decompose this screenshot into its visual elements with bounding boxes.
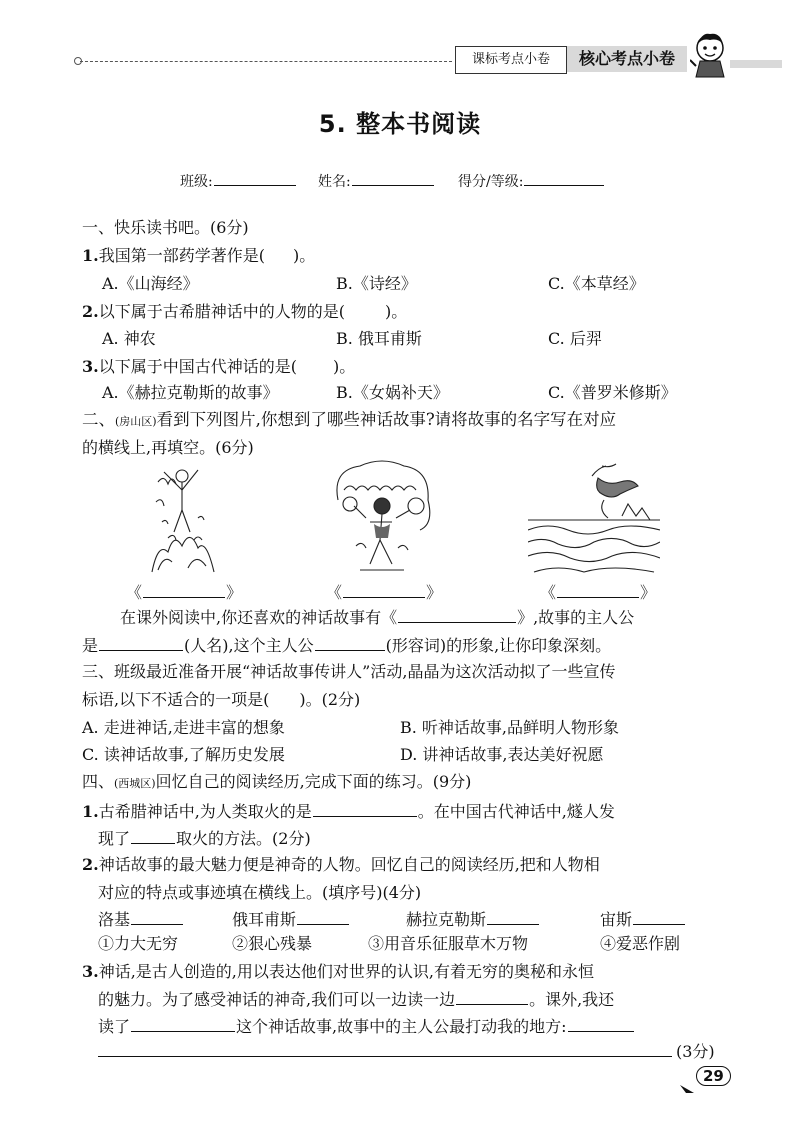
page-title: 5. 整本书阅读 xyxy=(318,110,482,138)
sec3-opt-d: D. 讲神话故事,表达美好祝愿 xyxy=(400,745,604,764)
trait-1: ①力大无穷 xyxy=(98,934,179,953)
page-corner-icon xyxy=(680,1078,694,1086)
sec4-q2-line1: 2.神话故事的最大魅力便是神奇的人物。回忆自己的阅读经历,把和人物相 xyxy=(82,855,600,874)
trait-4: ④爱恶作剧 xyxy=(600,934,681,953)
sec4-q3-line3: 读了 这个神话故事,故事中的主人公最打动我的地方: xyxy=(98,1014,635,1039)
sec4-heading: 四、(西城区)回忆自己的阅读经历,完成下面的练习。(9分) xyxy=(82,772,472,791)
header-right-tag: 核心考点小卷 xyxy=(567,46,687,72)
sec2-heading-line2: 的横线上,再填空。(6分) xyxy=(82,438,254,457)
sec4-q3-line2: 的魅力。为了感受神话的神奇,我们可以一边读一边 。课外,我还 xyxy=(98,987,614,1012)
class-field[interactable] xyxy=(180,168,297,191)
moving-point-blank[interactable] xyxy=(568,1014,634,1032)
sec3-heading-line2: 标语,以下不适合的一项是( )。(2分) xyxy=(82,690,361,709)
sec2-heading-line1: 二、(房山区)看到下列图片,你想到了哪些神话故事?请将故事的名字写在对应 xyxy=(82,410,617,429)
sec1-q1-opt-c: C.《本草经》 xyxy=(548,274,645,293)
score-label: 得分/等级: xyxy=(458,174,524,190)
name-orpheus: 俄耳甫斯 xyxy=(232,907,350,932)
sec3-opt-b: B. 听神话故事,品鲜明人物形象 xyxy=(400,718,620,737)
class-label: 班级: xyxy=(180,174,213,190)
name-heracles: 赫拉克勒斯 xyxy=(406,907,540,932)
reading-method-blank[interactable] xyxy=(456,987,528,1005)
loki-blank[interactable] xyxy=(131,907,183,925)
sec1-heading: 一、快乐读书吧。(6分) xyxy=(82,218,249,237)
sec2-fill-line1: 在课外阅读中,你还喜欢的神话故事有《 》,故事的主人公 xyxy=(120,605,634,630)
trait-3: ③用音乐征服草木万物 xyxy=(368,934,529,953)
sec4-q3-line1: 3.神话,是古人创造的,用以表达他们对世界的认识,有着无穷的奥秘和永恒 xyxy=(82,962,594,981)
adjective-blank[interactable] xyxy=(315,633,385,651)
header-bar-end xyxy=(730,60,782,68)
myth-picture-1 xyxy=(148,462,220,574)
favorite-story-blank[interactable] xyxy=(398,605,516,623)
sec1-q2-opt-b: B. 俄耳甫斯 xyxy=(336,329,422,348)
sec1-q3-opt-b: B.《女娲补天》 xyxy=(336,383,449,402)
heracles-blank[interactable] xyxy=(487,907,539,925)
sec4-q1-line1: 1.古希腊神话中,为人类取火的是 。在中国古代神话中,燧人发 xyxy=(82,799,615,824)
sec1-q3-opt-c: C.《普罗米修斯》 xyxy=(548,383,677,402)
fire-method-blank[interactable] xyxy=(131,826,175,844)
page-number: 29 xyxy=(696,1066,731,1086)
picture-2-answer[interactable]: 《 》 xyxy=(326,580,442,603)
sec1-q1-opt-b: B.《诗经》 xyxy=(336,274,417,293)
mascot-icon xyxy=(690,30,730,78)
name-zeus: 宙斯 xyxy=(600,907,686,932)
picture-3-answer[interactable]: 《 》 xyxy=(540,580,656,603)
header-dashed-line xyxy=(80,61,452,62)
sec3-opt-a: A. 走进神话,走进丰富的想象 xyxy=(82,718,285,737)
picture-1-answer[interactable]: 《 》 xyxy=(126,580,242,603)
hero-name-blank[interactable] xyxy=(99,633,183,651)
name-loki: 洛基 xyxy=(98,907,184,932)
sec3-opt-c: C. 读神话故事,了解历史发展 xyxy=(82,745,285,764)
sec1-q3: 3.以下属于中国古代神话的是( )。 xyxy=(82,357,356,376)
sec4-q2-line2: 对应的特点或事迹填在横线上。(填序号)(4分) xyxy=(98,883,422,902)
orpheus-blank[interactable] xyxy=(297,907,349,925)
score-field[interactable] xyxy=(458,168,605,191)
sec2-fill-line2: 是 (人名),这个主人公 (形容词)的形象,让你印象深刻。 xyxy=(82,633,611,658)
sec1-q1-opt-a: A.《山海经》 xyxy=(102,274,199,293)
sec1-q2-opt-a: A. 神农 xyxy=(102,329,156,348)
sec1-q1: 1.我国第一部药学著作是( )。 xyxy=(82,246,316,265)
sec3-heading-line1: 三、班级最近准备开展“神话故事传讲人”活动,晶晶为这次活动拟了一些宣传 xyxy=(82,662,616,681)
answer-line[interactable] xyxy=(98,1056,672,1057)
fire-giver-blank[interactable] xyxy=(313,799,417,817)
header-left-tag: 课标考点小卷 xyxy=(455,46,567,74)
name-label: 姓名: xyxy=(318,174,351,190)
name-field[interactable] xyxy=(318,168,435,191)
sec1-q3-opt-a: A.《赫拉克勒斯的故事》 xyxy=(102,383,279,402)
sec4-q1-line2: 现了 取火的方法。(2分) xyxy=(98,826,311,851)
sec1-q2: 2.以下属于古希腊神话中的人物的是( )。 xyxy=(82,302,408,321)
myth-picture-2 xyxy=(330,460,434,574)
zeus-blank[interactable] xyxy=(633,907,685,925)
myth-picture-3 xyxy=(528,460,660,574)
sec4-q3-score: (3分) xyxy=(676,1042,715,1061)
sec1-q2-opt-c: C. 后羿 xyxy=(548,329,602,348)
trait-2: ②狠心残暴 xyxy=(232,934,313,953)
extra-story-blank[interactable] xyxy=(131,1014,235,1032)
